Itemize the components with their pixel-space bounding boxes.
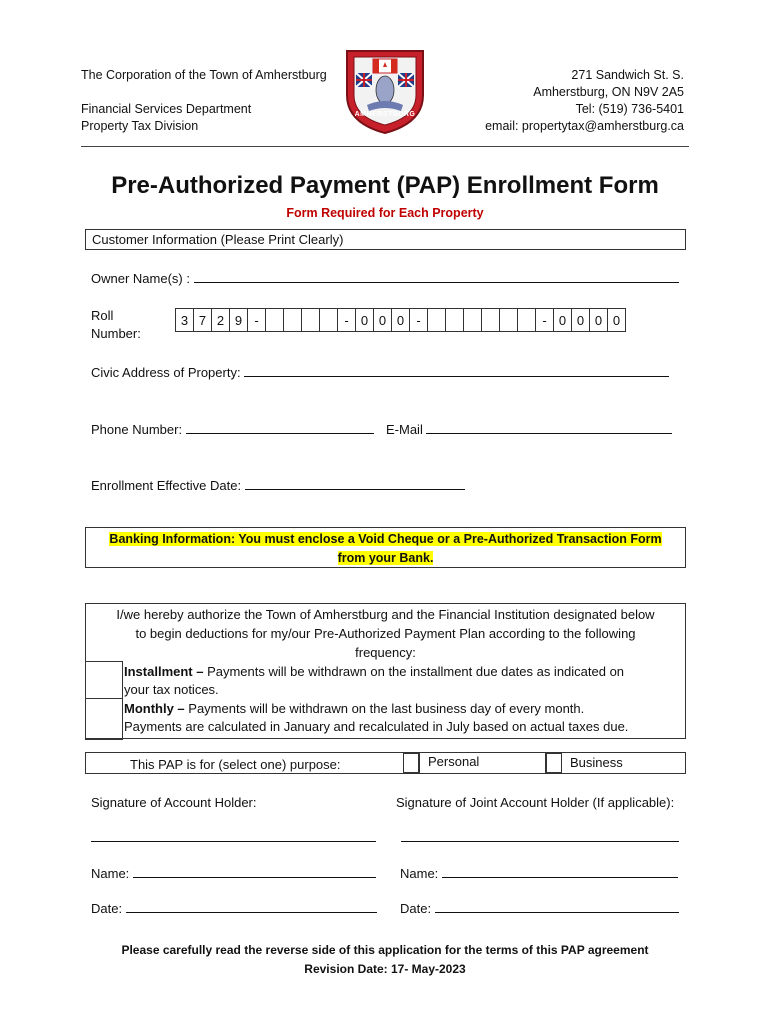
effective-date-label: Enrollment Effective Date:: [91, 478, 242, 493]
joint-name-label: Name:: [400, 866, 439, 881]
joint-holder-signature-label: Signature of Joint Account Holder (If applicable):: [396, 795, 675, 810]
roll-number-cell[interactable]: [446, 309, 464, 332]
roll-number-cell[interactable]: 3: [176, 309, 194, 332]
roll-number-cell[interactable]: -: [338, 309, 356, 332]
holder-name-row: [91, 863, 376, 881]
authorization-box: [85, 603, 686, 739]
authorization-line2: to begin deductions for my/our Pre-Authorized Payment Plan according to the following: [135, 626, 636, 641]
roll-number-cell[interactable]: 0: [590, 309, 608, 332]
roll-label-line1: Roll: [91, 308, 114, 323]
header-divider: [81, 146, 689, 147]
effective-date-field[interactable]: [245, 475, 465, 490]
holder-name-field[interactable]: [133, 863, 376, 878]
effective-date-row: [91, 475, 465, 493]
holder-date-field[interactable]: [126, 898, 377, 913]
joint-name-row: [400, 863, 678, 881]
phone-row: [91, 419, 374, 437]
account-holder-signature-line[interactable]: [91, 841, 376, 842]
purpose-row: [85, 752, 686, 774]
personal-option-label: Personal: [428, 754, 480, 769]
joint-date-row: [400, 898, 679, 916]
installment-checkbox[interactable]: [85, 661, 123, 699]
roll-number-cell[interactable]: 0: [554, 309, 572, 332]
town-seal-logo: [339, 45, 431, 137]
roll-number-cell[interactable]: 0: [392, 309, 410, 332]
form-subtitle: Form Required for Each Property: [286, 206, 484, 220]
joint-name-field[interactable]: [442, 863, 678, 878]
roll-number-cell[interactable]: [518, 309, 536, 332]
roll-number-cell[interactable]: [302, 309, 320, 332]
roll-number-cell[interactable]: [428, 309, 446, 332]
customer-info-heading: [85, 229, 686, 250]
seal-lettering: AMHERSTBURG: [354, 111, 416, 118]
city-address: Amherstburg, ON N9V 2A5: [533, 85, 684, 99]
account-holder-signature-label: Signature of Account Holder:: [91, 795, 257, 810]
holder-name-label: Name:: [91, 866, 130, 881]
roll-number-cell[interactable]: 2: [212, 309, 230, 332]
roll-number-cell[interactable]: [284, 309, 302, 332]
joint-date-field[interactable]: [435, 898, 679, 913]
banking-info-line2: from your Bank.: [337, 551, 434, 565]
banking-info-box: [85, 527, 686, 568]
personal-checkbox[interactable]: [403, 753, 419, 773]
installment-text2: your tax notices.: [124, 682, 219, 697]
roll-number-cell[interactable]: [482, 309, 500, 332]
roll-number-cell[interactable]: [464, 309, 482, 332]
roll-number-cell[interactable]: [500, 309, 518, 332]
roll-number-cell[interactable]: [320, 309, 338, 332]
civic-address-row: [91, 362, 669, 380]
customer-info-heading-text: Customer Information (Please Print Clearly): [92, 232, 344, 247]
business-option-label: Business: [570, 755, 623, 770]
email-row: [386, 419, 672, 437]
monthly-text: Payments will be withdrawn on the last business day of every month.: [184, 701, 585, 716]
roll-number-cell[interactable]: [266, 309, 284, 332]
roll-number-cell[interactable]: -: [410, 309, 428, 332]
phone-number: Tel: (519) 736-5401: [575, 102, 684, 116]
roll-number-cell[interactable]: -: [248, 309, 266, 332]
holder-date-row: [91, 898, 377, 916]
roll-number-cell[interactable]: -: [536, 309, 554, 332]
roll-number-cell[interactable]: 9: [230, 309, 248, 332]
civic-address-label: Civic Address of Property:: [91, 365, 241, 380]
installment-option: [124, 663, 684, 699]
division-name: Property Tax Division: [81, 119, 199, 133]
contact-info: [485, 67, 684, 135]
roll-number-label: [91, 307, 141, 343]
monthly-checkbox[interactable]: [85, 698, 123, 740]
owner-name-field[interactable]: [194, 268, 679, 283]
roll-number-cell[interactable]: 0: [374, 309, 392, 332]
department-name: Financial Services Department: [81, 102, 252, 116]
roll-number-cell[interactable]: 7: [194, 309, 212, 332]
email-label: E-Mail: [386, 422, 423, 437]
monthly-option: [124, 700, 684, 736]
holder-date-label: Date:: [91, 901, 123, 916]
roll-number-cell[interactable]: 0: [608, 309, 626, 332]
monthly-title: Monthly –: [124, 701, 185, 716]
owner-name-label: Owner Name(s) :: [91, 271, 190, 286]
roll-number-cell[interactable]: 0: [356, 309, 374, 332]
roll-number-grid[interactable]: [175, 308, 626, 332]
business-checkbox[interactable]: [546, 753, 562, 773]
personal-option: [419, 753, 546, 773]
organization-info: [81, 67, 327, 135]
terms-note: Please carefully read the reverse side of this application for the terms of this PAP agreement: [121, 943, 649, 957]
authorization-line3: frequency:: [355, 645, 416, 660]
revision-date: Revision Date: 17- May-2023: [304, 962, 466, 976]
email-field[interactable]: [426, 419, 672, 434]
joint-date-label: Date:: [400, 901, 432, 916]
email-address: email: propertytax@amherstburg.ca: [485, 119, 684, 133]
org-name: The Corporation of the Town of Amherstburg: [81, 68, 327, 82]
installment-text: Payments will be withdrawn on the installment due dates as indicated on: [203, 664, 625, 679]
authorization-line1: I/we hereby authorize the Town of Amherstburg and the Financial Institution designated below: [116, 607, 655, 622]
banking-info-line1: Banking Information: You must enclose a Void Cheque or a Pre-Authorized Transaction Form: [109, 532, 662, 546]
monthly-text2: Payments are calculated in January and recalculated in July based on actual taxes due.: [124, 719, 629, 734]
phone-field[interactable]: [186, 419, 374, 434]
purpose-label: This PAP is for (select one) purpose:: [130, 757, 341, 772]
owner-name-row: [91, 268, 687, 286]
roll-number-cell[interactable]: 0: [572, 309, 590, 332]
phone-label: Phone Number:: [91, 422, 183, 437]
civic-address-field[interactable]: [244, 362, 669, 377]
form-title: Pre-Authorized Payment (PAP) Enrollment Form: [111, 172, 659, 199]
roll-label-line2: Number:: [91, 326, 141, 341]
street-address: 271 Sandwich St. S.: [571, 68, 684, 82]
installment-title: Installment –: [124, 664, 204, 679]
joint-holder-signature-line[interactable]: [401, 841, 679, 842]
